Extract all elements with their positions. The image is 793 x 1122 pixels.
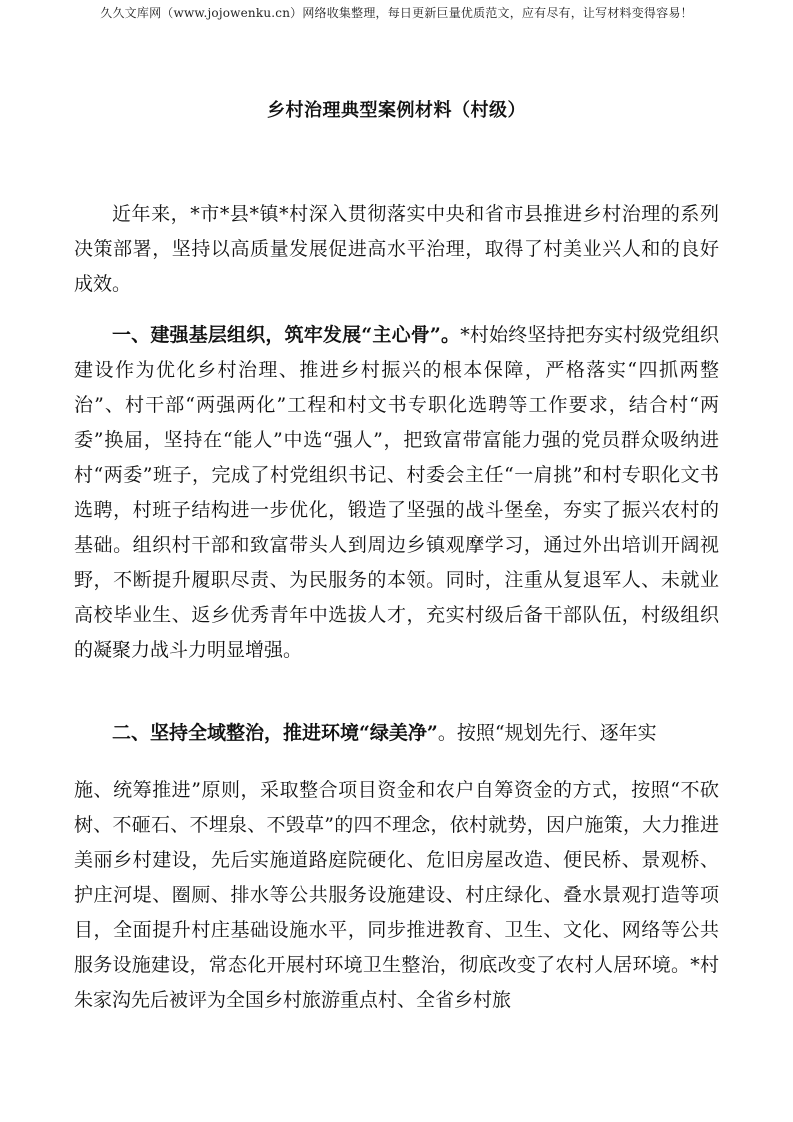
site-header-notice: 久久文库网（www.jojowenku.cn）网络收集整理，每日更新巨量优质范文，应有尽有，让写材料变得容易！ (100, 6, 693, 20)
paragraph-section-2 (74, 716, 719, 751)
section-heading: 二、坚持全域整治，推进环境“绿美净” (112, 722, 438, 744)
paragraph-text: 近年来，*市*县*镇*村深入贯彻落实中央和省市县推进乡村治理的系列决策部署，坚持以高质量发展促进高水平治理，取得了村美业兴人和的良好成效。 (74, 203, 719, 295)
paragraph-text: 施、统筹推进”原则，采取整合项目资金和农户自筹资金的方式，按照“不砍树、不砸石、不埋泉、不毁草”的四不理念，依村就势，因户施策，大力推进美丽乡村建设，先后实施道路庭院硬化、危旧房屋改造、便民桥、景观桥、护庄河堤、圈厕、排水等公共服务设施建设、村庄绿化、叠水景观打造等项目，全面提升村庄基础设施水平，同步推进教育、卫生、文化、网络等公共服务设施建设，常态化开展村环境卫生整治，彻底改变了农村人居环境。*村朱家沟先后被评为全国乡村旅游重点村、全省乡村旅 (74, 779, 719, 1011)
document-title: 乡村治理典型案例材料（村级） (267, 100, 526, 121)
paragraph-text: 。按照“规划先行、逐年实 (437, 722, 657, 744)
paragraph-section-1 (74, 318, 719, 668)
paragraph-text: *村始终坚持把夯实村级党组织建设作为优化乡村治理、推进乡村振兴的根本保障，严格落实“四抓两整治”、村干部“两强两化”工程和村文书专职化选聘等工作要求，结合村“两委”换届，坚持在“能人”中选“强人”，把致富带富能力强的党员群众吸纳进村“两委”班子，完成了村党组织书记、村委会主任“一肩挑”和村专职化文书选聘，村班子结构进一步优化，锻造了坚强的战斗堡垒，夯实了振兴农村的基础。组织村干部和致富带头人到周边乡镇观摩学习，通过外出培训开阔视野，不断提升履职尽责、为民服务的本领。同时，注重从复退军人、未就业高校毕业生、返乡优秀青年中选拔人才，充实村级后备干部队伍，村级组织的凝聚力战斗力明显增强。 (74, 324, 719, 661)
paragraph-section-2-continued (74, 773, 719, 1018)
paragraph-intro (74, 197, 719, 302)
section-heading: 一、建强基层组织，筑牢发展“主心骨”。 (112, 324, 461, 346)
